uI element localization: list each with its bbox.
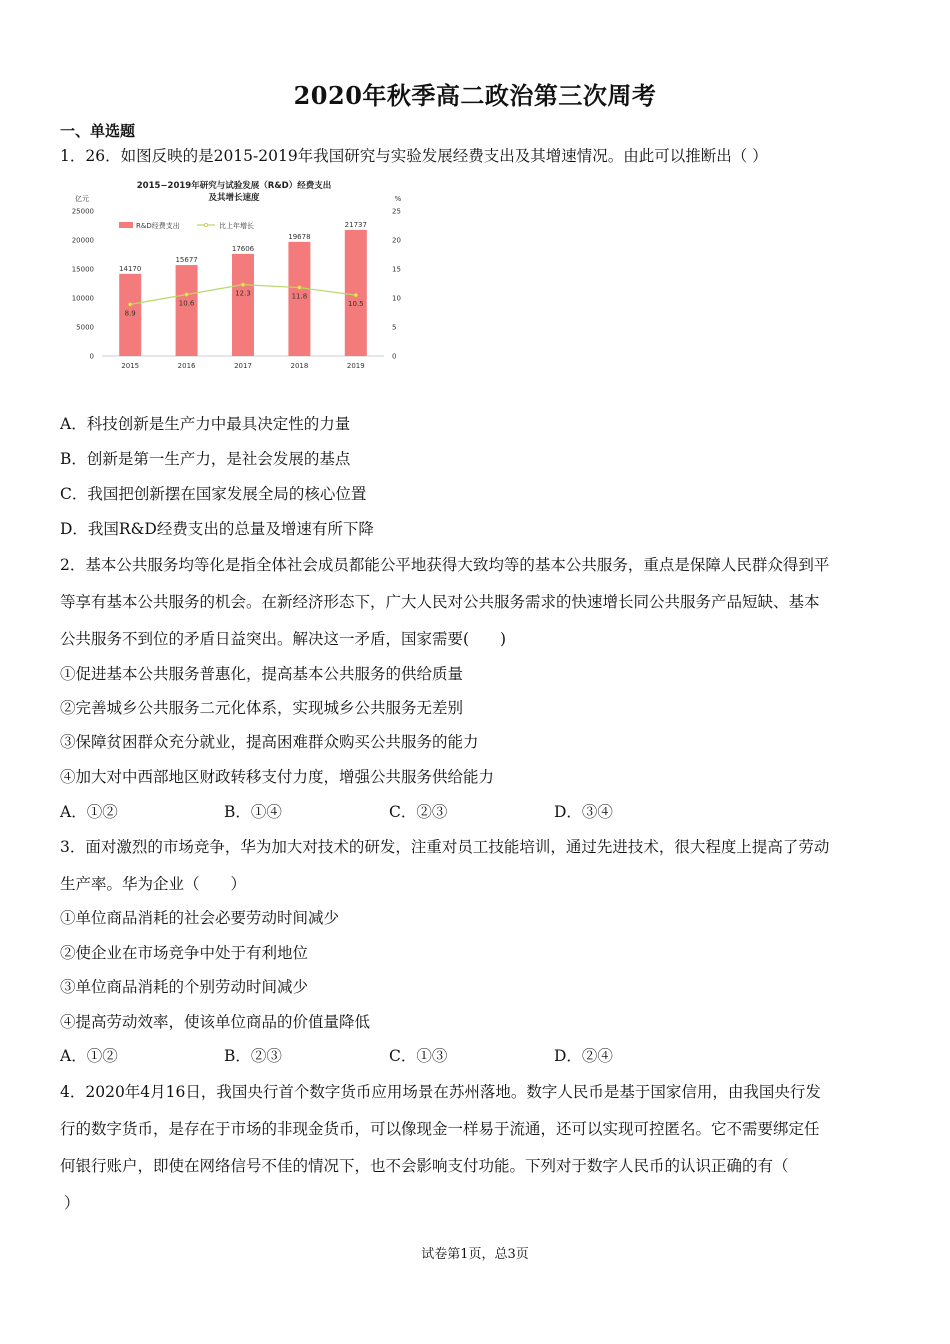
growth-point: [128, 303, 132, 307]
chart-subtitle: 及其增长速度: [208, 193, 260, 203]
q2-item-3: ③保障贫困群众充分就业，提高困难群众购买公共服务的能力: [60, 733, 479, 751]
q4-stem-line-2: 行的数字货币，是存在于市场的非现金货币，可以像现金一样易于流通，还可以实现可控匿名。它不需要绑定任: [60, 1120, 820, 1138]
left-tick-label: 20000: [71, 236, 94, 245]
q3-item-4: ④提高劳动效率，使该单位商品的价值量降低: [60, 1013, 371, 1031]
bar: [176, 265, 198, 356]
page-title: 2020年秋季高二政治第三次周考: [293, 81, 657, 110]
left-axis-unit: 亿元: [75, 195, 89, 203]
q3-choice-a: A．①②: [60, 1047, 118, 1065]
left-tick-label: 10000: [71, 294, 94, 303]
q4-stem-line-4: ）: [64, 1194, 80, 1212]
x-tick-label: 2017: [234, 362, 252, 370]
q3-item-3: ③单位商品消耗的个别劳动时间减少: [60, 978, 309, 996]
x-tick-label: 2015: [121, 362, 140, 370]
growth-point: [241, 283, 245, 287]
q1-option-b: B．创新是第一生产力，是社会发展的基点: [60, 450, 351, 468]
legend-line-label: 比上年增长: [219, 222, 254, 230]
bar-value-label: 15677: [175, 256, 198, 265]
right-tick-label: 25: [392, 207, 401, 216]
q2-item-4: ④加大对中西部地区财政转移支付力度，增强公共服务供给能力: [60, 768, 495, 786]
bar-value-label: 19678: [288, 232, 311, 241]
q1-option-d: D．我国R&D经费支出的总量及增速有所下降: [60, 520, 374, 538]
section-heading: 一、单选题: [60, 122, 136, 140]
x-tick-label: 2019: [346, 362, 365, 370]
legend-bar-swatch: [119, 222, 133, 228]
bar-value-label: 17606: [231, 244, 255, 253]
bar: [345, 230, 367, 356]
x-tick-label: 2018: [290, 362, 309, 370]
right-tick-label: 0: [392, 352, 397, 361]
q2-stem-line-1: 2．基本公共服务均等化是指全体社会成员都能公平地获得大致均等的基本公共服务，重点是保障人民群众得到平: [60, 556, 830, 574]
q4-stem-line-3: 何银行账户，即使在网络信号不佳的情况下，也不会影响支付功能。下列对于数字人民币的认识正确的有（: [60, 1157, 789, 1175]
q4-stem-line-1: 4．2020年4月16日，我国央行首个数字货币应用场景在苏州落地。数字人民币是基于国家信用，由我国央行发: [60, 1083, 821, 1101]
left-tick-label: 5000: [76, 323, 94, 332]
q3-item-1: ①单位商品消耗的社会必要劳动时间减少: [60, 909, 340, 927]
q3-stem-line-2: 生产率。华为企业（ ）: [60, 875, 247, 893]
growth-value-label: 11.8: [291, 292, 308, 301]
q3-stem-line-1: 3．面对激烈的市场竞争，华为加大对技术的研发，注重对员工技能培训，通过先进技术，很大程度上提高了劳动: [60, 838, 830, 856]
q1-option-a: A．科技创新是生产力中最具决定性的力量: [60, 415, 351, 433]
growth-point: [354, 293, 358, 297]
growth-point: [298, 286, 302, 290]
q2-choice-d: D．③④: [554, 803, 613, 821]
growth-value-label: 12.3: [235, 289, 251, 298]
bar-value-label: 21737: [344, 220, 367, 229]
bar-value-label: 14170: [119, 264, 142, 273]
q2-item-1: ①促进基本公共服务普惠化，提高基本公共服务的供给质量: [60, 665, 464, 683]
q2-item-2: ②完善城乡公共服务二元化体系，实现城乡公共服务无差别: [60, 699, 464, 717]
q2-stem-line-2: 等享有基本公共服务的机会。在新经济形态下，广大人民对公共服务需求的快速增长同公共服务产品短缺、基本: [60, 593, 820, 611]
q2-choice-c: C．②③: [389, 803, 448, 821]
q2-choice-a: A．①②: [60, 803, 118, 821]
growth-value-label: 8.9: [124, 309, 136, 318]
page-footer: 试卷第1页，总3页: [421, 1247, 529, 1262]
left-tick-label: 0: [89, 352, 94, 361]
left-tick-label: 15000: [71, 265, 94, 274]
q3-choice-c: C．①③: [389, 1047, 448, 1065]
q3-item-2: ②使企业在市场竞争中处于有利地位: [60, 944, 309, 962]
right-axis-unit: %: [394, 195, 402, 203]
right-tick-label: 20: [392, 236, 401, 245]
legend-bar-label: R&D经费支出: [136, 222, 180, 230]
growth-value-label: 10.5: [348, 300, 364, 309]
bar: [232, 254, 254, 356]
q3-choice-b: B．②③: [224, 1047, 282, 1065]
right-tick-label: 5: [392, 323, 397, 332]
chart-title: 2015−2019年研究与试验发展（R&D）经费支出: [136, 181, 332, 191]
right-tick-label: 15: [392, 265, 401, 274]
right-tick-label: 10: [392, 294, 401, 303]
q2-choice-b: B．①④: [224, 803, 282, 821]
q1-option-c: C．我国把创新摆在国家发展全局的核心位置: [60, 485, 367, 503]
rd-chart: [62, 176, 412, 376]
legend-line-marker: [204, 223, 207, 226]
growth-point: [185, 293, 189, 297]
q3-choice-d: D．②④: [554, 1047, 613, 1065]
rd-chart-svg: [62, 176, 412, 376]
growth-value-label: 10.6: [178, 299, 195, 308]
left-tick-label: 25000: [71, 207, 94, 216]
q1-stem: 1．26．如图反映的是2015-2019年我国研究与实验发展经费支出及其增速情况。由此可以推断出（ ）: [60, 147, 768, 165]
x-tick-label: 2016: [177, 362, 196, 370]
q2-stem-line-3: 公共服务不到位的矛盾日益突出。解决这一矛盾，国家需要( ): [60, 630, 507, 648]
